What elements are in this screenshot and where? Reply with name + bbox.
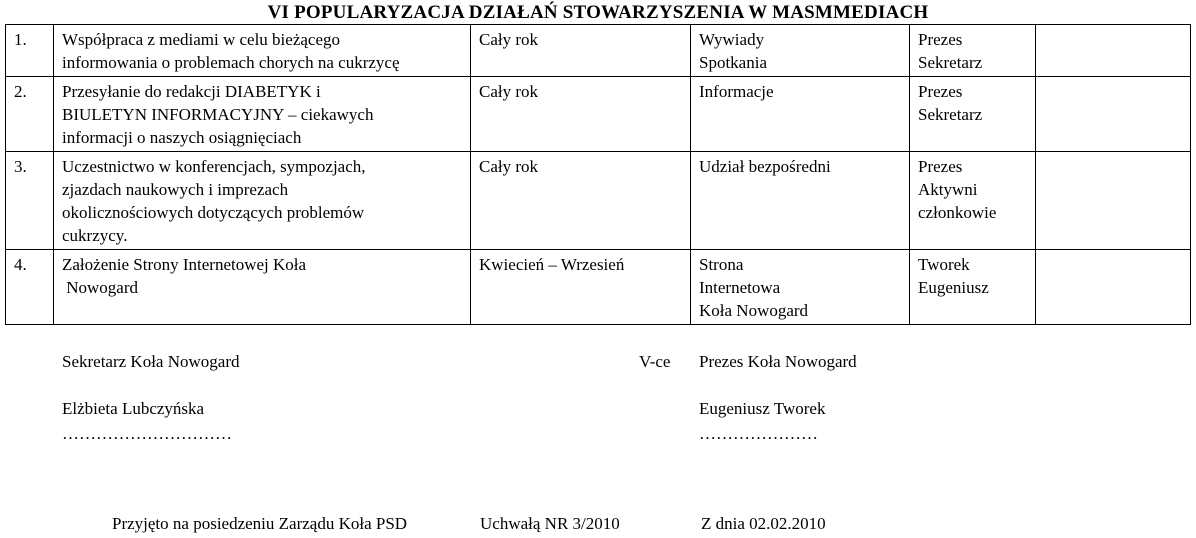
notes-cell	[1036, 77, 1191, 152]
table-row	[6, 77, 1191, 152]
secretary-name: Elżbieta Lubczyńska	[62, 399, 205, 418]
table-row	[6, 25, 1191, 77]
secretary-signature-line: …………………………	[62, 424, 232, 443]
responsible-cell: Prezes Aktywni członkowie	[910, 152, 1036, 250]
secretary-role: Sekretarz Koła Nowogard	[62, 352, 240, 371]
row-number: 3.	[6, 152, 54, 250]
vice-president-role: Prezes Koła Nowogard	[699, 352, 857, 371]
responsible-cell: Tworek Eugeniusz	[910, 250, 1036, 325]
term-cell: Cały rok	[471, 25, 691, 77]
form-cell: Udział bezpośredni	[691, 152, 910, 250]
task-cell: Uczestnictwo w konferencjach, sympozjach, zjazdach naukowych i imprezach okolicznościowych dotyczących problemów cukrzycy.	[54, 152, 471, 250]
notes-cell	[1036, 152, 1191, 250]
table-row	[6, 250, 1191, 325]
activities-table	[5, 24, 1191, 325]
notes-cell	[1036, 250, 1191, 325]
row-number: 1.	[6, 25, 54, 77]
vice-president-signature-line: …………………	[699, 424, 818, 443]
vice-prefix: V-ce	[639, 352, 671, 371]
row-number: 4.	[6, 250, 54, 325]
adoption-note: Przyjęto na posiedzeniu Zarządu Koła PSD	[112, 514, 408, 533]
row-number: 2.	[6, 77, 54, 152]
responsible-cell: Prezes Sekretarz	[910, 25, 1036, 77]
resolution-number: Uchwałą NR 3/2010	[480, 514, 620, 533]
form-cell: Informacje	[691, 77, 910, 152]
task-cell: Przesyłanie do redakcji DIABETYK i BIULETYN INFORMACYJNY – ciekawych informacji o naszych osiągnięciach	[54, 77, 471, 152]
section-title: VI POPULARYZACJA DZIAŁAŃ STOWARZYSZENIA W MASMMEDIACH	[267, 2, 929, 23]
table-row	[6, 152, 1191, 250]
adoption-date: Z dnia 02.02.2010	[701, 514, 826, 533]
task-cell: Założenie Strony Internetowej Koła Nowogard	[54, 250, 471, 325]
term-cell: Cały rok	[471, 152, 691, 250]
notes-cell	[1036, 25, 1191, 77]
responsible-cell: Prezes Sekretarz	[910, 77, 1036, 152]
form-cell: Strona Internetowa Koła Nowogard	[691, 250, 910, 325]
form-cell: Wywiady Spotkania	[691, 25, 910, 77]
vice-president-name: Eugeniusz Tworek	[699, 399, 826, 418]
term-cell: Kwiecień – Wrzesień	[471, 250, 691, 325]
task-cell: Współpraca z mediami w celu bieżącego informowania o problemach chorych na cukrzycę	[54, 25, 471, 77]
term-cell: Cały rok	[471, 77, 691, 152]
